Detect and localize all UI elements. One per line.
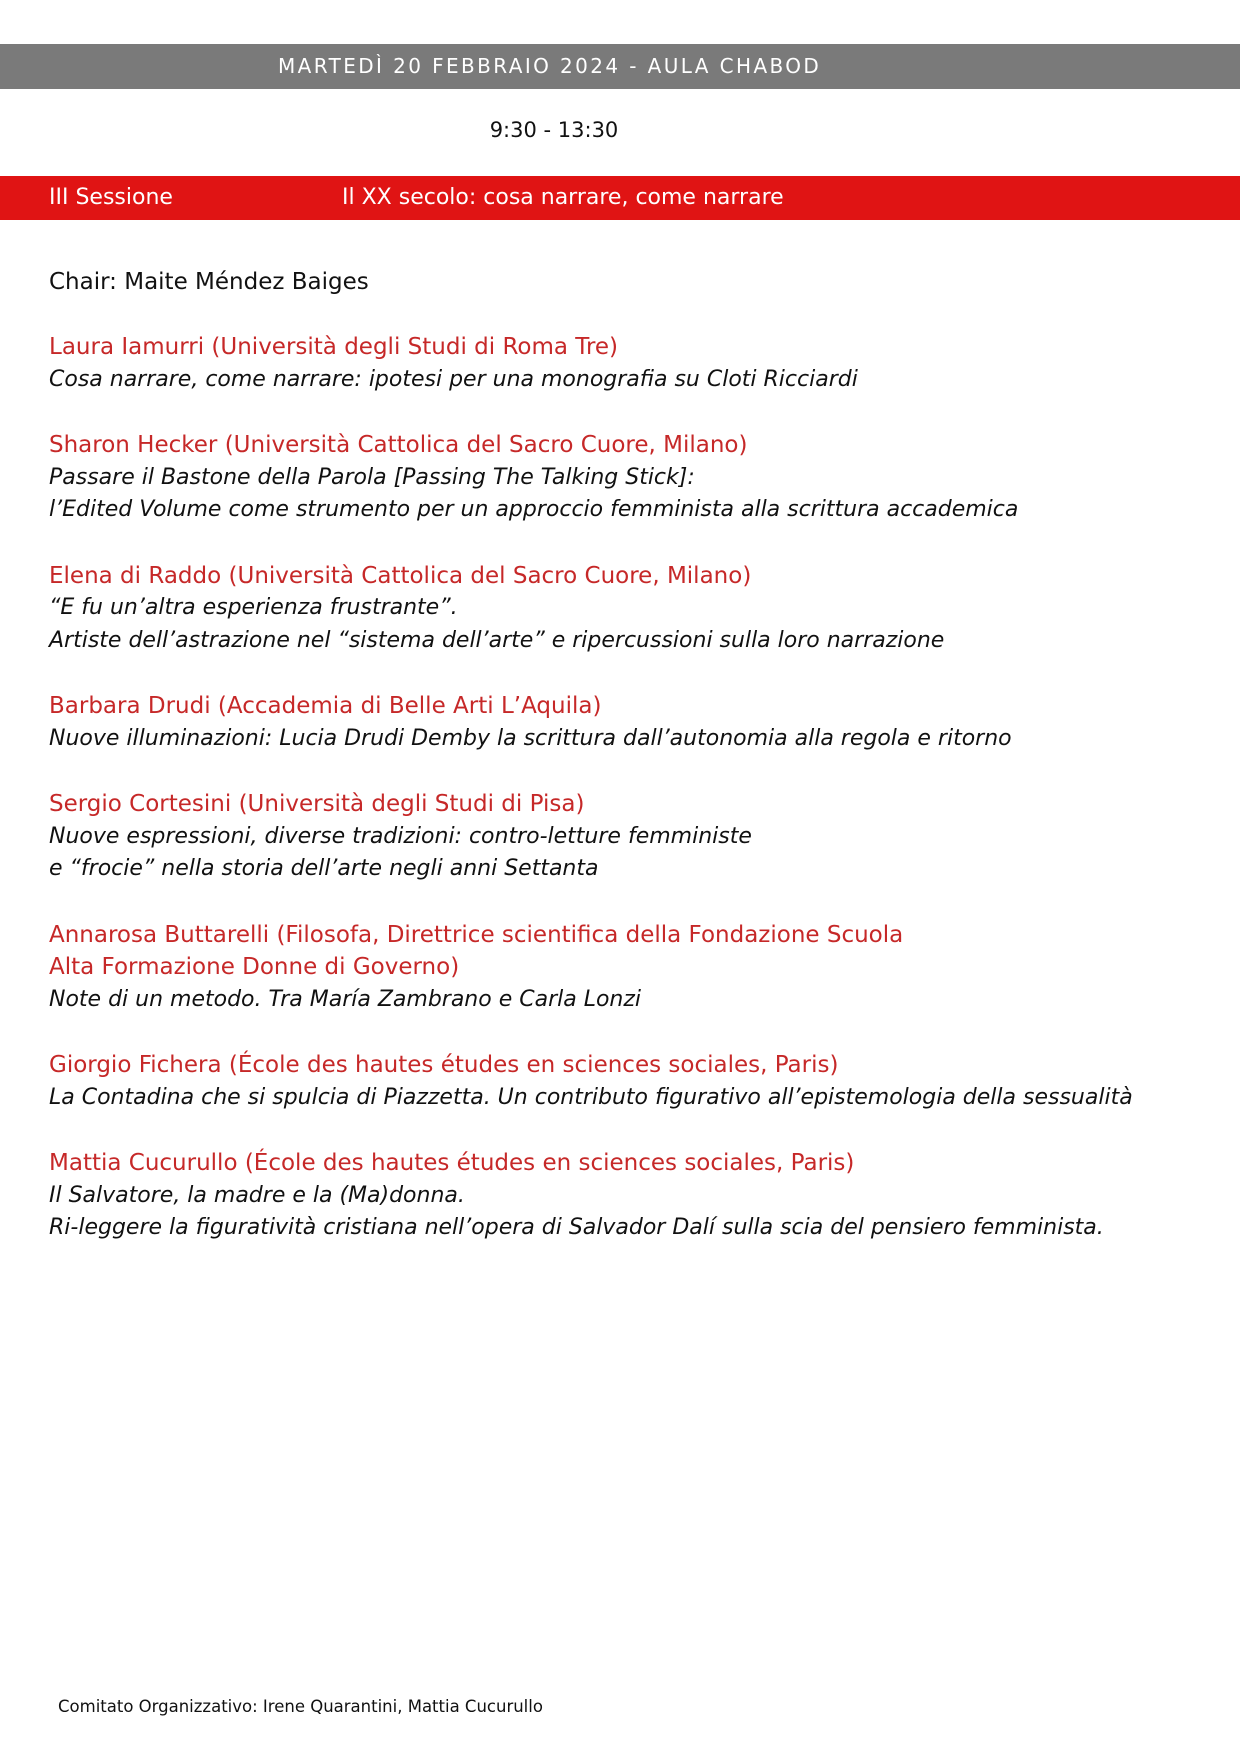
talk-title: La Contadina che si spulcia di Piazzetta. Un contributo figurativo all’epistemologia della sessualità: [49, 1084, 1133, 1110]
talk-title: Nuove espressioni, diverse tradizioni: contro-letture femministe: [49, 823, 752, 849]
talk-item: [49, 1049, 1209, 1114]
speaker: Sharon Hecker (Università Cattolica del Sacro Cuore, Milano): [49, 432, 748, 458]
speaker: Barbara Drudi (Accademia di Belle Arti L’Aquila): [49, 693, 602, 719]
talk-title: e “frocie” nella storia dell’arte negli anni Settanta: [49, 856, 599, 881]
talk-title: l’Edited Volume come strumento per un approccio femminista alla scrittura accademica: [49, 497, 1019, 522]
talk-title: Ri-leggere la figuratività cristiana nell’opera di Salvador Dalí sulla scia del pensiero femminista.: [49, 1215, 1104, 1240]
talk-item: [49, 788, 1209, 886]
talk-title: Note di un metodo. Tra María Zambrano e Carla Lonzi: [49, 986, 642, 1012]
speaker: Laura Iamurri (Università degli Studi di Roma Tre): [49, 334, 619, 360]
organizing-committee: Comitato Organizzativo: Irene Quarantini, Mattia Cucurullo: [58, 1697, 543, 1716]
session-bar: [0, 176, 1240, 220]
talk-title: Cosa narrare, come narrare: ipotesi per una monografia su Cloti Ricciardi: [49, 366, 858, 392]
speaker: Alta Formazione Donne di Governo): [49, 954, 460, 980]
talk-item: [49, 919, 1209, 1017]
talk-item: [49, 560, 1209, 658]
talk-title: Il Salvatore, la madre e la (Ma)donna.: [49, 1182, 465, 1208]
talk-title: Nuove illuminazioni: Lucia Drudi Demby la scrittura dall’autonomia alla regola e ritorno: [49, 725, 1012, 751]
talk-item: [49, 331, 1209, 396]
program-content: [49, 266, 1209, 1278]
speaker: Sergio Cortesini (Università degli Studi di Pisa): [49, 791, 585, 817]
talk-item: [49, 429, 1209, 527]
session-time: 9:30 - 13:30: [489, 118, 619, 142]
talk-item: [49, 1147, 1209, 1245]
speaker: Mattia Cucurullo (École des hautes études en sciences sociales, Paris): [49, 1150, 855, 1176]
speaker: Giorgio Fichera (École des hautes études en sciences sociales, Paris): [49, 1052, 839, 1078]
talk-title: “E fu un’altra esperienza frustrante”.: [49, 595, 458, 620]
talk-title: Passare il Bastone della Parola [Passing The Talking Stick]:: [49, 464, 695, 490]
date-venue-bar: [0, 44, 1240, 89]
session-title: Il XX secolo: cosa narrare, come narrare: [342, 185, 784, 210]
date-venue: MARTEDÌ 20 FEBBRAIO 2024 - AULA CHABOD: [278, 54, 822, 78]
speaker: Elena di Raddo (Università Cattolica del Sacro Cuore, Milano): [49, 562, 752, 589]
session-label: III Sessione: [49, 185, 173, 210]
talk-item: [49, 690, 1209, 755]
talk-title: Artiste dell’astrazione nel “sistema dell’arte” e ripercussioni sulla loro narrazione: [49, 627, 945, 653]
speaker: Annarosa Buttarelli (Filosofa, Direttrice scientifica della Fondazione Scuola: [49, 921, 904, 948]
chair: Chair: Maite Méndez Baiges: [49, 269, 369, 295]
